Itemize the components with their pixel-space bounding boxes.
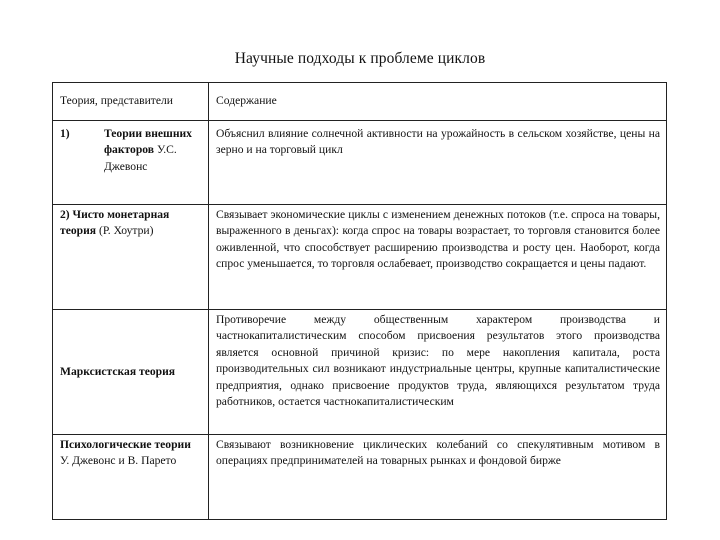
content-cell: Противоречие между общественным характером производства и частнокапиталистическим способом присвоения результатов этого производства является основной причиной кризис: по мере накопления капитала, роста производительных сил возникают индустриальные центры, крупные капиталистические предприятия, однако присвоение продуктов труда, являющихся результатом труда работников, остается частнокапиталистическим xyxy=(209,310,667,435)
theories-table xyxy=(52,82,667,520)
content-cell: Связывает экономические циклы с изменением денежных потоков (т.е. спроса на товары, выраженного в деньгах): когда спрос на товары возрастает, то торговля становится более оживленной, что способствует расширению производства и росту цен. Наоборот, когда спрос уменьшается, то торговля ослабевает, производство сокращается и цены падают. xyxy=(209,205,667,310)
table-row xyxy=(53,310,667,435)
theory-name: 2) Чисто монетарная теория xyxy=(60,208,170,238)
header-content: Содержание xyxy=(209,83,667,121)
content-cell: Связывают возникновение циклических колебаний со спекулятивным мотивом в операциях предпринимателей на товарных рынках и фондовой бирже xyxy=(209,435,667,520)
header-theory: Теория, представители xyxy=(53,83,209,121)
row-number: 1) xyxy=(60,127,70,140)
theory-cell xyxy=(53,310,209,435)
theory-cell xyxy=(53,121,209,205)
content-cell: Объяснил влияние солнечной активности на урожайность в сельском хозяйстве, цены на зерно и на торговый цикл xyxy=(209,121,667,205)
table-row xyxy=(53,435,667,520)
theory-cell xyxy=(53,205,209,310)
page-title: Научные подходы к проблеме циклов xyxy=(234,50,486,67)
theory-authors: У.С. Джевонс xyxy=(104,143,177,173)
theory-authors: (Р. Хоутри) xyxy=(98,224,154,238)
theory-name: Марксистская теория xyxy=(60,364,176,378)
table-row xyxy=(53,205,667,310)
theory-name: Теории внешних факторов xyxy=(104,127,192,157)
theory-cell xyxy=(53,435,209,520)
theory-name: Психологические теории xyxy=(60,438,191,451)
table-row xyxy=(53,121,667,205)
theory-authors: У. Джевонс и В. Парето xyxy=(60,454,177,468)
table-header-row xyxy=(53,83,667,121)
